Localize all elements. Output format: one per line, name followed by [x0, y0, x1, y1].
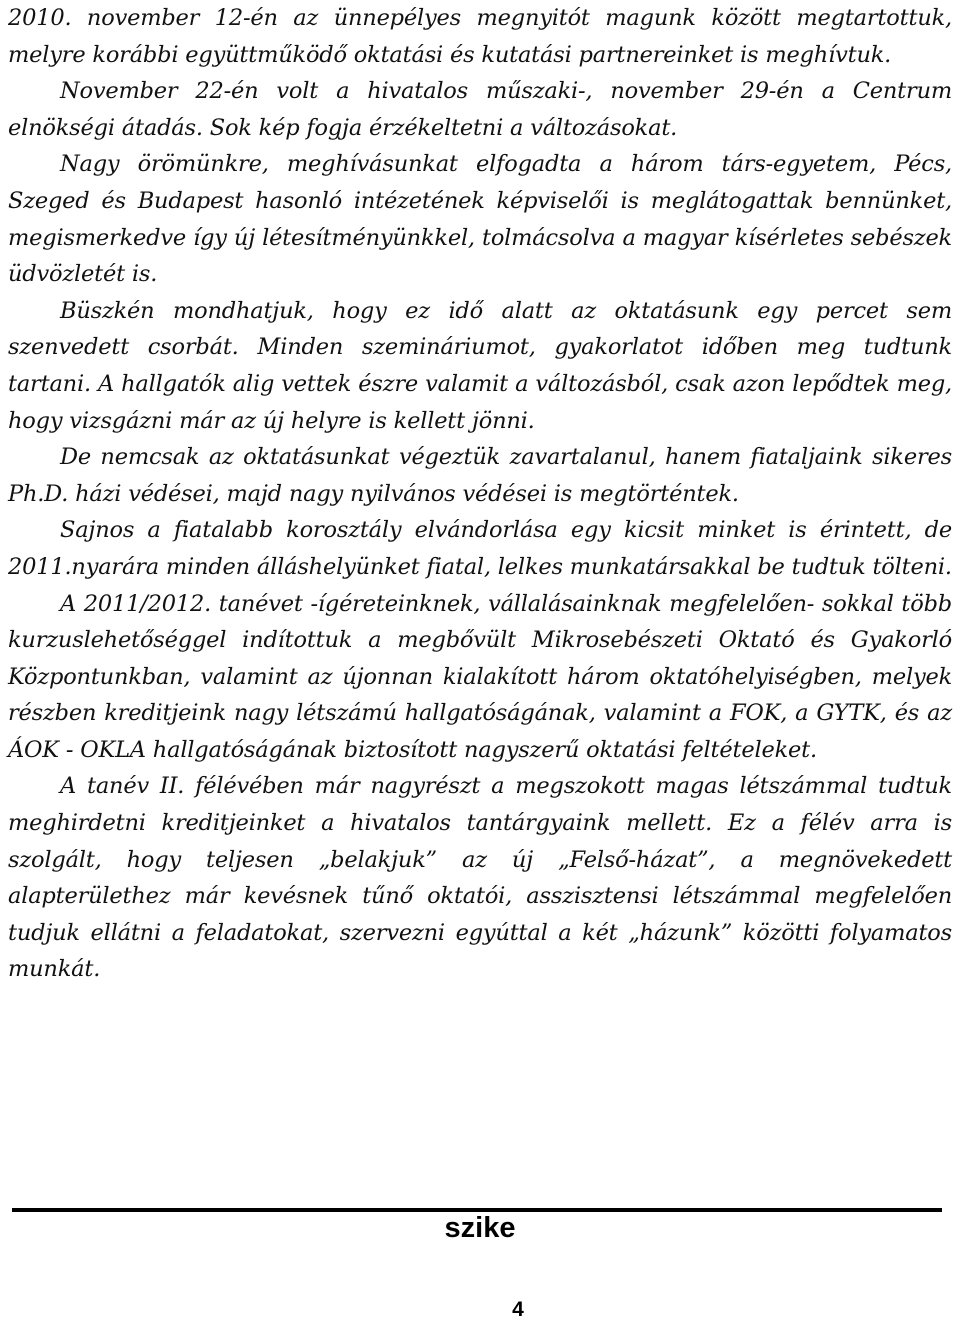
paragraph-second-semester: A tanév II. félévében már nagyrészt a megszokott magas létszámmal tudtuk meghirdetni kreditjeinket a hivatalos tantárgyaink mellett. Ez a félév arra is szolgált, hogy teljesen „belakjuk” az új „Felső-házat”, a megnövekedett alapterülethez már kevésnek tűnő oktatói, asszisztensi létszámmal megfelelően tudjuk ellátni a feladatokat, szervezni egyúttal a két „házunk” közötti folyamatos munkát. — [8, 773, 952, 983]
paragraph-partner-visit: Nagy örömünkre, meghívásunkat elfogadta a három társ-egyetem, Pécs, Szeged és Budapest hasonló intézetének képviselői is meglátogattak bennünket, megismerkedve így új létesítményünkkel, tolmácsolva a magyar kísérletes sebészek üdvözletét is. — [8, 151, 952, 288]
body-text — [8, 0, 952, 988]
paragraph-handover: November 22-én volt a hivatalos műszaki-, november 29-én a Centrum elnökségi átadás. Sok kép fogja érzékeltetni a változásokat. — [8, 78, 952, 141]
footer-author: szike — [444, 1212, 516, 1244]
paragraph-staffing: Sajnos a fiatalabb korosztály elvándorlása egy kicsit minket is érintett, de 2011.nyarára minden álláshelyünket fiatal, lelkes munkatársakkal be tudtuk tölteni. — [8, 517, 952, 580]
paragraph-academic-year: A 2011/2012. tanévet -ígéreteinknek, vállalásainknak megfelelően- sokkal több kurzuslehetőséggel indítottuk a megbővült Mikrosebészeti Oktató és Gyakorló Központunkban, valamint az újonnan kialakított három oktatóhelyiségben, melyek részben kreditjeink nagy létszámú hallgatóságának, valamint a FOK, a GYTK, és az ÁOK - OKLA hallgatóságának biztosított nagyszerű oktatási feltételeket. — [8, 590, 952, 763]
paragraph-teaching-continuity: Büszkén mondhatjuk, hogy ez idő alatt az oktatásunk egy percet sem szenvedett csorbát. Minden szemináriumot, gyakorlatot időben meg tudtunk tartani. A hallgatók alig vettek észre valamit a változásból, csak azon lepődtek meg, hogy vizsgázni már az új helyre is kellett jönni. — [8, 297, 952, 434]
paragraph-opening: 2010. november 12-én az ünnepélyes megnyitót magunk között megtartottuk, melyre korábbi együttműködő oktatási és kutatási partnereinket is meghívtuk. — [8, 5, 952, 68]
page-number: 4 — [512, 1298, 524, 1321]
paragraph-phd-defenses: De nemcsak az oktatásunkat végeztük zavartalanul, hanem fiataljaink sikeres Ph.D. házi védései, majd nagy nyilvános védései is megtörténtek. — [8, 444, 952, 507]
